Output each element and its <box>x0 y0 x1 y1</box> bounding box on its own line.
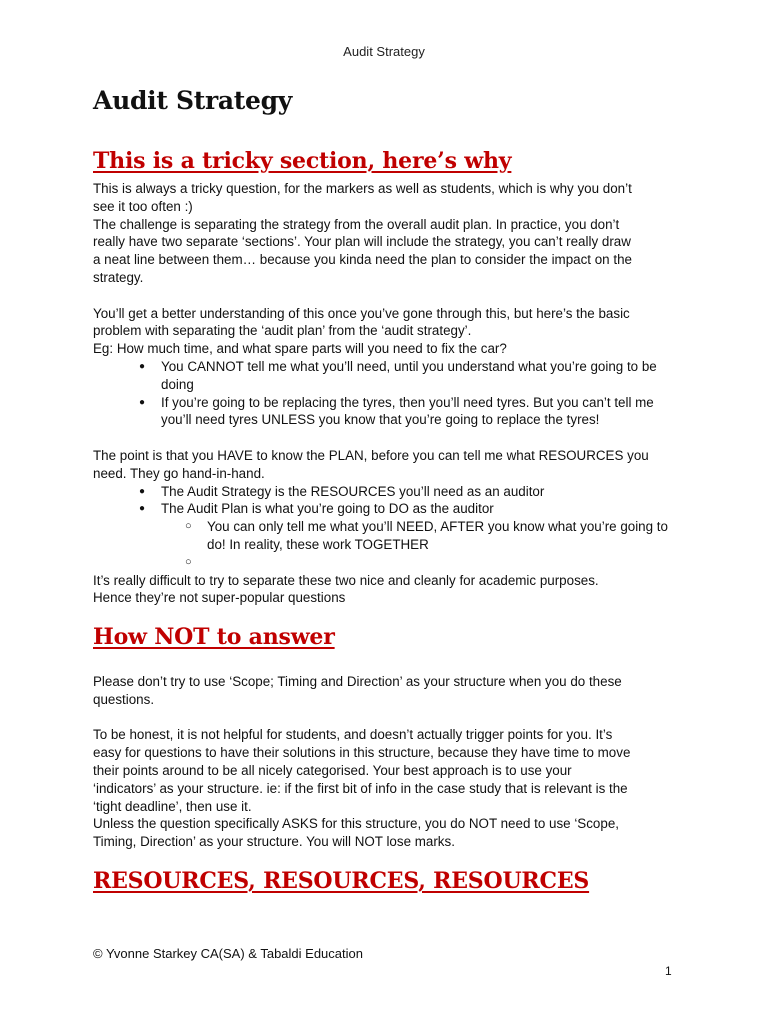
sub-bullet-marker: ○ <box>185 555 192 568</box>
document-title: Audit Strategy <box>93 86 293 115</box>
bullet-marker: ● <box>139 396 146 408</box>
bullet-text: do! In reality, these work TOGETHER <box>207 536 429 552</box>
bullet-item <box>93 358 683 376</box>
bullet-marker <box>139 376 161 394</box>
footer-copyright: © Yvonne Starkey CA(SA) & Tabaldi Education <box>93 946 363 961</box>
bullet-marker: ● <box>139 360 146 372</box>
running-header: Audit Strategy <box>343 44 425 59</box>
bullet-text: doing <box>161 376 194 392</box>
paragraph-line: easy for questions to have their solutions in this structure, because they have time to move <box>93 745 631 761</box>
paragraph-line: problem with separating the ‘audit plan’ from the ‘audit strategy’. <box>93 323 472 339</box>
paragraph-line: really have two separate ‘sections’. Your plan will include the strategy, you can’t really draw <box>93 234 631 250</box>
bullet-text: you’ll need tyres UNLESS you know that you’re going to replace the tyres! <box>161 412 600 428</box>
paragraph-line: The challenge is separating the strategy from the overall audit plan. In practice, you don’t <box>93 216 620 232</box>
paragraph-line: Please don’t try to use ‘Scope; Timing and Direction’ as your structure when you do these <box>93 674 622 689</box>
paragraph-line: This is always a tricky question, for the markers as well as students, which is why you don’t <box>93 181 632 196</box>
paragraph-gap <box>93 709 683 727</box>
bullet-text: You can only tell me what you’ll NEED, AFTER you know what you’re going to <box>207 519 668 535</box>
paragraph-line: their points around to be all nicely categorised. Your best approach is to use your <box>93 762 572 778</box>
page-number: 1 <box>665 964 672 978</box>
bullet-text: You CANNOT tell me what you’ll need, until you understand what you’re going to be <box>161 358 657 374</box>
bullet-item <box>93 376 683 394</box>
section-body-tricky <box>93 180 683 607</box>
paragraph-line: Timing, Direction’ as your structure. You will NOT lose marks. <box>93 834 455 850</box>
paragraph-line: The point is that you HAVE to know the PLAN, before you can tell me what RESOURCES you <box>93 447 649 463</box>
paragraph-gap <box>93 429 683 447</box>
sub-bullet-item <box>93 554 683 572</box>
section-heading-resources: RESOURCES, RESOURCES, RESOURCES <box>93 868 590 894</box>
sub-bullet-marker <box>185 536 207 554</box>
bullet-item <box>93 483 683 501</box>
paragraph-line: Hence they’re not super-popular questions <box>93 590 346 606</box>
section-heading-tricky: This is a tricky section, here’s why <box>93 148 512 174</box>
bullet-item <box>93 411 683 429</box>
bullet-marker <box>139 411 161 429</box>
bullet-text: The Audit Strategy is the RESOURCES you’ll need as an auditor <box>161 483 545 499</box>
paragraph-line: Unless the question specifically ASKS for this structure, you do NOT need to use ‘Scope, <box>93 816 619 832</box>
bullet-marker: ● <box>139 485 146 497</box>
paragraph-line: see it too often :) <box>93 198 193 214</box>
paragraph-line: ‘tight deadline’, then use it. <box>93 798 252 814</box>
bullet-item <box>93 394 683 412</box>
paragraph-line: Eg: How much time, and what spare parts will you need to fix the car? <box>93 341 507 357</box>
bullet-marker: ● <box>139 503 146 515</box>
sub-bullet-marker: ○ <box>185 520 192 533</box>
paragraph-line: need. They go hand-in-hand. <box>93 465 265 481</box>
sub-bullet-item <box>93 518 683 536</box>
paragraph-line: ‘indicators’ as your structure. ie: if the first bit of info in the case study that is relevant is the <box>93 780 628 796</box>
sub-bullet-item <box>93 536 683 554</box>
paragraph-line: You’ll get a better understanding of this once you’ve gone through this, but here’s the basic <box>93 305 630 321</box>
paragraph-line: questions. <box>93 691 155 707</box>
paragraph-line: It’s really difficult to try to separate these two nice and cleanly for academic purposes. <box>93 572 599 588</box>
bullet-item <box>93 500 683 518</box>
paragraph-gap <box>93 287 683 305</box>
section-body-how-not <box>93 673 683 851</box>
bullet-text: If you’re going to be replacing the tyres, then you’ll need tyres. But you can’t tell me <box>161 394 654 410</box>
paragraph-line: strategy. <box>93 269 144 285</box>
paragraph-line: a neat line between them… because you kinda need the plan to consider the impact on the <box>93 252 632 268</box>
paragraph-line: To be honest, it is not helpful for students, and doesn’t actually trigger points for you. It’s <box>93 727 613 743</box>
section-heading-how-not: How NOT to answer <box>93 624 335 650</box>
bullet-text: The Audit Plan is what you’re going to DO as the auditor <box>161 501 494 517</box>
